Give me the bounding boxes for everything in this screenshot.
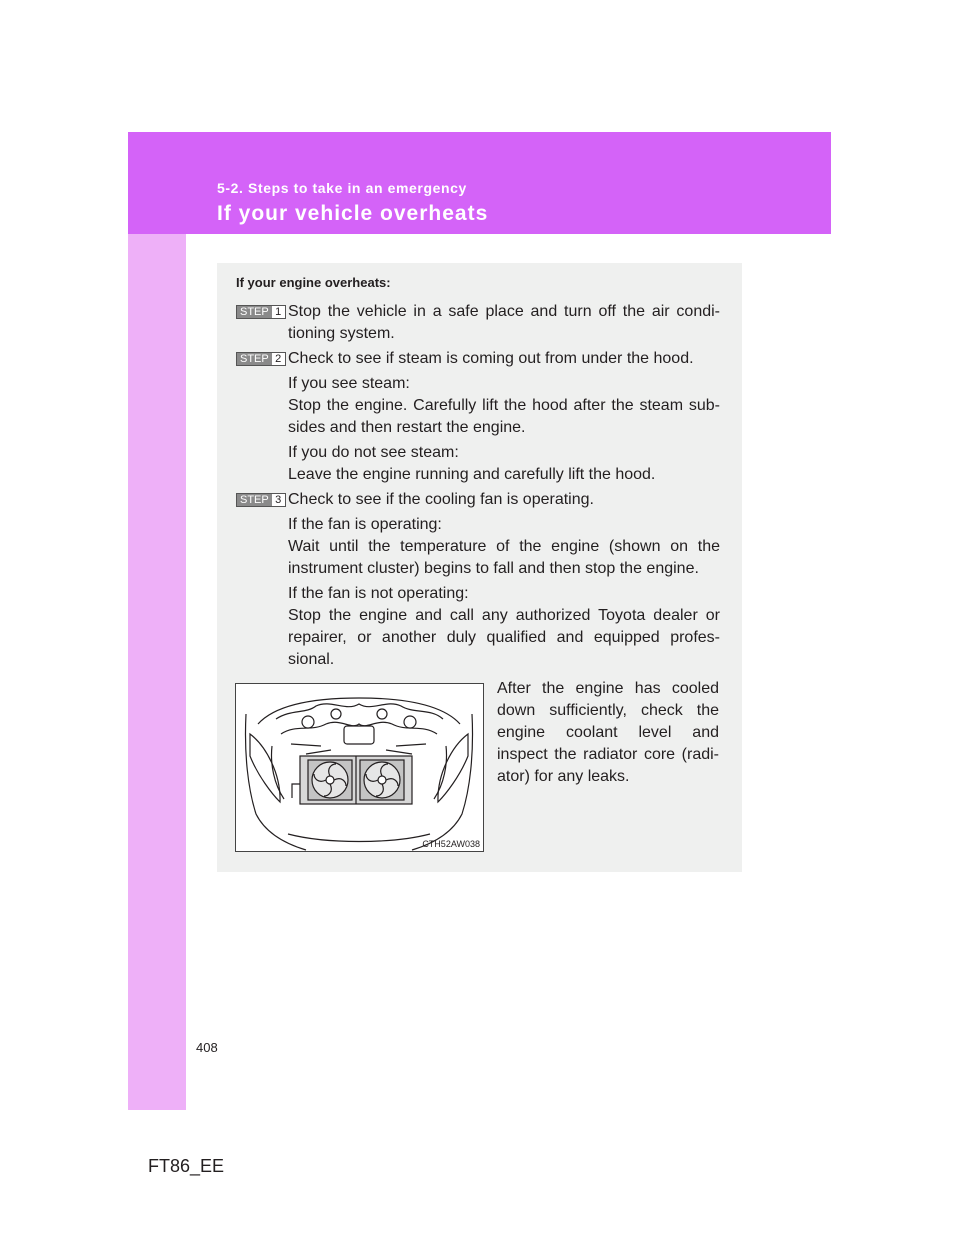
document-code: FT86_EE: [148, 1156, 225, 1176]
step-2-badge: [236, 352, 286, 366]
step-1-text: Stop the vehicle in a safe place and turn off the air condi-tioning system.: [288, 303, 720, 342]
step-3-case-2-label: If the fan is not operating:: [288, 585, 469, 602]
intro-heading: If your engine overheats:: [236, 275, 391, 290]
page-title: If your vehicle overheats: [217, 202, 489, 225]
step-3-case-1-label: If the fan is operating:: [288, 516, 442, 533]
figure-code: CTH52AW038: [422, 839, 480, 849]
side-tab: [128, 132, 186, 1110]
step-2-case-2-label: If you do not see steam:: [288, 444, 459, 461]
step-3-case-2-text: Stop the engine and call any authorized Toyota dealer or repairer, or another duly qualified and equipped profes-sional.: [288, 607, 720, 668]
step-3-text: Check to see if the cooling fan is operating.: [288, 491, 594, 508]
step-4-text: After the engine has cooled down sufficiently, check the engine coolant level and inspect the radiator core (radi-ator) for any leaks.: [497, 680, 719, 785]
step-2-text: Check to see if steam is coming out from under the hood.: [288, 350, 694, 367]
engine-bay-drawing: [236, 684, 483, 851]
step-3-case-1-text: Wait until the temperature of the engine (shown on the instrument cluster) begins to fall and then stop the engine.: [288, 538, 720, 577]
section-label: 5-2. Steps to take in an emergency: [217, 180, 467, 196]
step-number: 1: [272, 306, 285, 318]
step-word: STEP: [237, 306, 272, 318]
step-number: 3: [272, 494, 285, 506]
step-1-badge: [236, 305, 286, 319]
step-2-case-2-text: Leave the engine running and carefully lift the hood.: [288, 466, 656, 483]
step-2-case-1-text: Stop the engine. Carefully lift the hood after the steam sub-sides and then restart the engine.: [288, 397, 720, 436]
step-word: STEP: [237, 353, 272, 365]
page-number: 408: [196, 1040, 218, 1055]
step-number: 2: [272, 353, 285, 365]
step-word: STEP: [237, 494, 272, 506]
engine-radiator-illustration: [235, 683, 484, 852]
step-3-badge: [236, 493, 286, 507]
step-2-case-1-label: If you see steam:: [288, 375, 410, 392]
